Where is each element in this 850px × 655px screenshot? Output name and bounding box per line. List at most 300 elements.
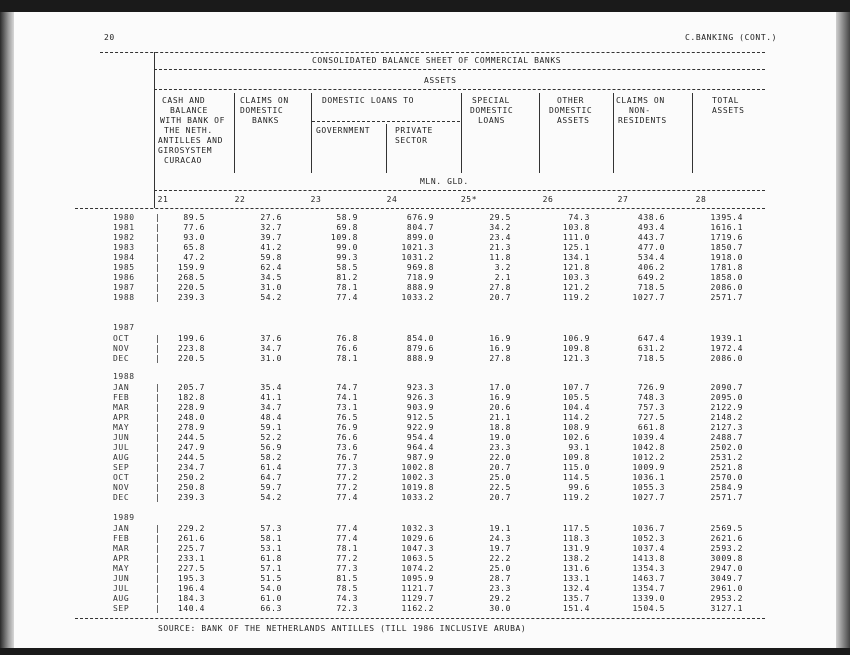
table-cell: 108.9 xyxy=(562,423,590,432)
row-label: FEB xyxy=(113,534,130,543)
table-cell: 77.4 xyxy=(336,524,358,533)
column-header-c21: WITH BANK OF xyxy=(160,116,225,125)
table-cell: 31.0 xyxy=(260,283,282,292)
table-cell: 1121.7 xyxy=(401,584,434,593)
column-header-c21: GIROSYSTEM xyxy=(158,146,213,155)
table-cell: 268.5 xyxy=(177,273,205,282)
table-cell: 57.3 xyxy=(260,524,282,533)
column-rule xyxy=(234,93,235,173)
column-header-c28: ASSETS xyxy=(712,106,745,115)
row-rule: | xyxy=(155,483,160,492)
table-cell: 2122.9 xyxy=(710,403,743,412)
column-number: 25* xyxy=(460,195,478,204)
table-cell: 3127.1 xyxy=(710,604,743,613)
row-rule: | xyxy=(155,393,160,402)
table-cell: 1463.7 xyxy=(632,574,665,583)
column-header-c26: ASSETS xyxy=(557,116,590,125)
table-cell: 244.5 xyxy=(177,433,205,442)
table-cell: 1939.1 xyxy=(710,334,743,343)
table-cell: 1029.6 xyxy=(401,534,434,543)
table-cell: 912.5 xyxy=(406,413,434,422)
table-cell: 65.8 xyxy=(183,243,205,252)
table-cell: 223.8 xyxy=(177,344,205,353)
table-cell: 132.4 xyxy=(562,584,590,593)
table-cell: 1009.9 xyxy=(632,463,665,472)
table-cell: 48.4 xyxy=(260,413,282,422)
table-cell: 78.1 xyxy=(336,354,358,363)
column-header-c22: CLAIMS ON xyxy=(240,96,289,105)
table-cell: 39.7 xyxy=(260,233,282,242)
table-cell: 135.7 xyxy=(562,594,590,603)
table-cell: 77.4 xyxy=(336,534,358,543)
table-cell: 59.7 xyxy=(260,483,282,492)
table-cell: 151.4 xyxy=(562,604,590,613)
table-cell: 114.5 xyxy=(562,473,590,482)
row-label: NOV xyxy=(113,483,130,492)
table-cell: 105.5 xyxy=(562,393,590,402)
table-cell: 114.2 xyxy=(562,413,590,422)
table-cell: 239.3 xyxy=(177,493,205,502)
table-cell: 16.9 xyxy=(489,334,511,343)
table-cell: 19.0 xyxy=(489,433,511,442)
column-rule xyxy=(539,93,540,173)
table-cell: 81.5 xyxy=(336,574,358,583)
table-cell: 1162.2 xyxy=(401,604,434,613)
table-cell: 64.7 xyxy=(260,473,282,482)
table-cell: 1055.3 xyxy=(632,483,665,492)
row-label: NOV xyxy=(113,344,130,353)
table-cell: 72.3 xyxy=(336,604,358,613)
table-cell: 647.4 xyxy=(637,334,665,343)
table-cell: 77.4 xyxy=(336,493,358,502)
table-title: CONSOLIDATED BALANCE SHEET OF COMMERCIAL BANKS xyxy=(312,56,562,65)
table-cell: 109.8 xyxy=(562,344,590,353)
table-cell: 109.8 xyxy=(330,233,358,242)
table-cell: 534.4 xyxy=(637,253,665,262)
table-cell: 1002.8 xyxy=(401,463,434,472)
row-rule: | xyxy=(155,243,160,252)
period-heading: 1988 xyxy=(113,372,135,381)
table-cell: 62.4 xyxy=(260,263,282,272)
table-cell: 77.2 xyxy=(336,473,358,482)
table-cell: 2947.0 xyxy=(710,564,743,573)
table-cell: 66.3 xyxy=(260,604,282,613)
table-cell: 28.7 xyxy=(489,574,511,583)
table-cell: 69.8 xyxy=(336,223,358,232)
row-label: JUN xyxy=(113,433,130,442)
table-cell: 73.1 xyxy=(336,403,358,412)
table-cell: 34.7 xyxy=(260,344,282,353)
table-cell: 121.2 xyxy=(562,283,590,292)
table-cell: 184.3 xyxy=(177,594,205,603)
row-label: MAR xyxy=(113,544,130,553)
table-cell: 727.5 xyxy=(637,413,665,422)
table-cell: 51.5 xyxy=(260,574,282,583)
row-rule: | xyxy=(155,423,160,432)
row-label: 1986 xyxy=(113,273,135,282)
table-cell: 56.9 xyxy=(260,443,282,452)
row-label: AUG xyxy=(113,594,130,603)
table-cell: 888.9 xyxy=(406,283,434,292)
table-cell: 182.8 xyxy=(177,393,205,402)
table-cell: 1074.2 xyxy=(401,564,434,573)
table-cell: 1036.1 xyxy=(632,473,665,482)
row-rule: | xyxy=(155,584,160,593)
table-cell: 1719.6 xyxy=(710,233,743,242)
table-cell: 52.2 xyxy=(260,433,282,442)
table-cell: 106.9 xyxy=(562,334,590,343)
table-cell: 41.2 xyxy=(260,243,282,252)
row-label: 1983 xyxy=(113,243,135,252)
table-cell: 58.1 xyxy=(260,534,282,543)
table-cell: 31.0 xyxy=(260,354,282,363)
column-header-c21: BALANCE xyxy=(170,106,208,115)
table-cell: 1063.5 xyxy=(401,554,434,563)
table-cell: 899.0 xyxy=(406,233,434,242)
table-cell: 2521.8 xyxy=(710,463,743,472)
table-cell: 103.8 xyxy=(562,223,590,232)
table-cell: 25.0 xyxy=(489,473,511,482)
column-rule xyxy=(613,93,614,173)
table-cell: 54.2 xyxy=(260,493,282,502)
row-label: 1980 xyxy=(113,213,135,222)
table-cell: 61.0 xyxy=(260,594,282,603)
column-rule xyxy=(461,93,462,173)
table-cell: 119.2 xyxy=(562,493,590,502)
row-label: DEC xyxy=(113,354,130,363)
table-cell: 2095.0 xyxy=(710,393,743,402)
table-cell: 19.1 xyxy=(489,524,511,533)
table-cell: 220.5 xyxy=(177,283,205,292)
table-cell: 77.2 xyxy=(336,554,358,563)
table-cell: 89.5 xyxy=(183,213,205,222)
row-label: FEB xyxy=(113,393,130,402)
table-cell: 1850.7 xyxy=(710,243,743,252)
table-cell: 37.6 xyxy=(260,334,282,343)
table-cell: 107.7 xyxy=(562,383,590,392)
table-cell: 718.5 xyxy=(637,283,665,292)
table-cell: 24.3 xyxy=(489,534,511,543)
row-rule: | xyxy=(155,233,160,242)
table-cell: 73.6 xyxy=(336,443,358,452)
table-cell: 32.7 xyxy=(260,223,282,232)
column-header-c22: DOMESTIC xyxy=(240,106,284,115)
table-cell: 41.1 xyxy=(260,393,282,402)
table-cell: 1972.4 xyxy=(710,344,743,353)
table-cell: 726.9 xyxy=(637,383,665,392)
table-cell: 93.1 xyxy=(568,443,590,452)
table-cell: 2086.0 xyxy=(710,283,743,292)
table-cell: 20.6 xyxy=(489,403,511,412)
row-label: 1988 xyxy=(113,293,135,302)
table-cell: 99.0 xyxy=(336,243,358,252)
table-cell: 1032.3 xyxy=(401,524,434,533)
table-cell: 119.2 xyxy=(562,293,590,302)
row-label: SEP xyxy=(113,463,130,472)
table-cell: 77.6 xyxy=(183,223,205,232)
table-cell: 78.5 xyxy=(336,584,358,593)
row-label: APR xyxy=(113,413,130,422)
table-cell: 11.8 xyxy=(489,253,511,262)
column-header-c25: SPECIAL xyxy=(472,96,510,105)
table-cell: 1918.0 xyxy=(710,253,743,262)
table-cell: 74.3 xyxy=(336,594,358,603)
table-cell: 1781.8 xyxy=(710,263,743,272)
table-cell: 406.2 xyxy=(637,263,665,272)
column-header-c25: DOMESTIC xyxy=(470,106,514,115)
table-cell: 195.3 xyxy=(177,574,205,583)
row-rule: | xyxy=(155,473,160,482)
table-cell: 1413.8 xyxy=(632,554,665,563)
table-cell: 59.1 xyxy=(260,423,282,432)
table-cell: 30.0 xyxy=(489,604,511,613)
table-cell: 17.0 xyxy=(489,383,511,392)
table-cell: 804.7 xyxy=(406,223,434,232)
table-cell: 443.7 xyxy=(637,233,665,242)
scan-right-edge xyxy=(836,12,850,648)
table-cell: 234.7 xyxy=(177,463,205,472)
table-cell: 140.4 xyxy=(177,604,205,613)
divider xyxy=(154,69,765,70)
divider xyxy=(154,190,765,191)
table-cell: 54.0 xyxy=(260,584,282,593)
column-header-c27: RESIDENTS xyxy=(618,116,667,125)
table-cell: 20.7 xyxy=(489,493,511,502)
table-cell: 131.6 xyxy=(562,564,590,573)
table-cell: 1042.8 xyxy=(632,443,665,452)
table-cell: 438.6 xyxy=(637,213,665,222)
table-cell: 3009.8 xyxy=(710,554,743,563)
table-cell: 53.1 xyxy=(260,544,282,553)
table-cell: 125.1 xyxy=(562,243,590,252)
row-label: JUL xyxy=(113,584,130,593)
row-label: 1987 xyxy=(113,283,135,292)
table-cell: 78.1 xyxy=(336,544,358,553)
table-cell: 954.4 xyxy=(406,433,434,442)
table-cell: 1031.2 xyxy=(401,253,434,262)
row-label: AUG xyxy=(113,453,130,462)
column-header-c24: SECTOR xyxy=(395,136,428,145)
table-cell: 22.2 xyxy=(489,554,511,563)
table-cell: 2953.2 xyxy=(710,594,743,603)
row-rule: | xyxy=(155,293,160,302)
period-heading: 1987 xyxy=(113,323,135,332)
table-cell: 27.8 xyxy=(489,283,511,292)
table-cell: 2621.6 xyxy=(710,534,743,543)
row-rule: | xyxy=(155,544,160,553)
table-cell: 987.9 xyxy=(406,453,434,462)
table-cell: 102.6 xyxy=(562,433,590,442)
table-cell: 22.0 xyxy=(489,453,511,462)
table-cell: 133.1 xyxy=(562,574,590,583)
table-cell: 239.3 xyxy=(177,293,205,302)
table-cell: 21.3 xyxy=(489,243,511,252)
section-header: C.BANKING (CONT.) xyxy=(685,33,778,42)
table-cell: 926.3 xyxy=(406,393,434,402)
table-cell: 247.9 xyxy=(177,443,205,452)
table-cell: 923.3 xyxy=(406,383,434,392)
table-cell: 109.8 xyxy=(562,453,590,462)
table-cell: 34.7 xyxy=(260,403,282,412)
table-cell: 1095.9 xyxy=(401,574,434,583)
column-header-c26: OTHER xyxy=(557,96,585,105)
table-cell: 61.8 xyxy=(260,554,282,563)
table-cell: 748.3 xyxy=(637,393,665,402)
row-rule: | xyxy=(155,263,160,272)
row-rule: | xyxy=(155,344,160,353)
divider xyxy=(154,89,765,90)
row-label: OCT xyxy=(113,334,130,343)
table-cell: 16.9 xyxy=(489,393,511,402)
table-cell: 61.4 xyxy=(260,463,282,472)
table-cell: 2488.7 xyxy=(710,433,743,442)
column-group-header: DOMESTIC LOANS TO xyxy=(322,96,415,105)
page-number: 20 xyxy=(104,33,115,42)
column-header-c21: CURACAO xyxy=(164,156,202,165)
table-cell: 649.2 xyxy=(637,273,665,282)
table-cell: 1354.3 xyxy=(632,564,665,573)
column-header-c24: PRIVATE xyxy=(395,126,433,135)
divider xyxy=(75,208,765,209)
row-rule: | xyxy=(155,564,160,573)
table-cell: 2090.7 xyxy=(710,383,743,392)
table-cell: 2570.0 xyxy=(710,473,743,482)
table-cell: 631.2 xyxy=(637,344,665,353)
row-rule: | xyxy=(155,534,160,543)
table-cell: 196.4 xyxy=(177,584,205,593)
table-cell: 19.7 xyxy=(489,544,511,553)
table-cell: 23.3 xyxy=(489,443,511,452)
table-cell: 103.3 xyxy=(562,273,590,282)
column-header-c25: LOANS xyxy=(478,116,506,125)
divider xyxy=(100,52,765,53)
table-cell: 1019.8 xyxy=(401,483,434,492)
table-cell: 76.7 xyxy=(336,453,358,462)
column-rule xyxy=(154,52,155,208)
table-cell: 1047.3 xyxy=(401,544,434,553)
table-cell: 121.8 xyxy=(562,263,590,272)
table-cell: 1395.4 xyxy=(710,213,743,222)
table-cell: 477.0 xyxy=(637,243,665,252)
table-cell: 76.5 xyxy=(336,413,358,422)
table-cell: 1033.2 xyxy=(401,493,434,502)
row-rule: | xyxy=(155,443,160,452)
table-cell: 29.2 xyxy=(489,594,511,603)
table-cell: 718.9 xyxy=(406,273,434,282)
table-cell: 922.9 xyxy=(406,423,434,432)
row-label: MAR xyxy=(113,403,130,412)
column-number: 28 xyxy=(695,195,707,204)
table-cell: 77.3 xyxy=(336,564,358,573)
table-cell: 1033.2 xyxy=(401,293,434,302)
table-cell: 76.6 xyxy=(336,433,358,442)
row-rule: | xyxy=(155,223,160,232)
table-cell: 131.9 xyxy=(562,544,590,553)
table-cell: 23.3 xyxy=(489,584,511,593)
table-cell: 76.8 xyxy=(336,334,358,343)
table-cell: 111.0 xyxy=(562,233,590,242)
divider xyxy=(75,618,765,619)
row-rule: | xyxy=(155,213,160,222)
row-label: SEP xyxy=(113,604,130,613)
table-cell: 278.9 xyxy=(177,423,205,432)
table-cell: 34.2 xyxy=(489,223,511,232)
column-header-c21: ANTILLES AND xyxy=(158,136,223,145)
table-cell: 244.5 xyxy=(177,453,205,462)
table-cell: 58.2 xyxy=(260,453,282,462)
table-cell: 964.4 xyxy=(406,443,434,452)
row-rule: | xyxy=(155,574,160,583)
table-cell: 1027.7 xyxy=(632,493,665,502)
table-cell: 76.9 xyxy=(336,423,358,432)
table-cell: 903.9 xyxy=(406,403,434,412)
row-rule: | xyxy=(155,253,160,262)
table-cell: 250.8 xyxy=(177,483,205,492)
table-cell: 99.3 xyxy=(336,253,358,262)
row-rule: | xyxy=(155,283,160,292)
table-cell: 99.6 xyxy=(568,483,590,492)
period-heading: 1989 xyxy=(113,513,135,522)
divider xyxy=(312,121,460,122)
table-cell: 57.1 xyxy=(260,564,282,573)
column-rule xyxy=(311,93,312,173)
table-cell: 159.9 xyxy=(177,263,205,272)
table-cell: 134.1 xyxy=(562,253,590,262)
table-cell: 104.4 xyxy=(562,403,590,412)
table-cell: 1039.4 xyxy=(632,433,665,442)
table-cell: 854.0 xyxy=(406,334,434,343)
table-cell: 1027.7 xyxy=(632,293,665,302)
row-label: MAY xyxy=(113,423,130,432)
table-subtitle: ASSETS xyxy=(424,76,457,85)
table-cell: 1021.3 xyxy=(401,243,434,252)
row-label: MAY xyxy=(113,564,130,573)
row-rule: | xyxy=(155,554,160,563)
table-cell: 2531.2 xyxy=(710,453,743,462)
row-rule: | xyxy=(155,524,160,533)
table-cell: 35.4 xyxy=(260,383,282,392)
table-cell: 233.1 xyxy=(177,554,205,563)
table-cell: 3.2 xyxy=(494,263,511,272)
table-cell: 220.5 xyxy=(177,354,205,363)
column-header-c27: CLAIMS ON xyxy=(616,96,665,105)
table-cell: 22.5 xyxy=(489,483,511,492)
table-cell: 1012.2 xyxy=(632,453,665,462)
table-cell: 969.8 xyxy=(406,263,434,272)
table-cell: 1504.5 xyxy=(632,604,665,613)
table-cell: 888.9 xyxy=(406,354,434,363)
table-cell: 78.1 xyxy=(336,283,358,292)
table-cell: 117.5 xyxy=(562,524,590,533)
scan-left-edge xyxy=(0,12,14,648)
table-cell: 74.7 xyxy=(336,383,358,392)
table-cell: 27.6 xyxy=(260,213,282,222)
table-cell: 248.0 xyxy=(177,413,205,422)
table-cell: 1858.0 xyxy=(710,273,743,282)
table-cell: 2086.0 xyxy=(710,354,743,363)
row-rule: | xyxy=(155,403,160,412)
table-cell: 93.0 xyxy=(183,233,205,242)
table-cell: 2571.7 xyxy=(710,293,743,302)
table-cell: 879.6 xyxy=(406,344,434,353)
table-cell: 493.4 xyxy=(637,223,665,232)
table-cell: 1002.3 xyxy=(401,473,434,482)
row-label: 1982 xyxy=(113,233,135,242)
row-rule: | xyxy=(155,594,160,603)
row-rule: | xyxy=(155,453,160,462)
table-cell: 21.1 xyxy=(489,413,511,422)
table-cell: 76.6 xyxy=(336,344,358,353)
